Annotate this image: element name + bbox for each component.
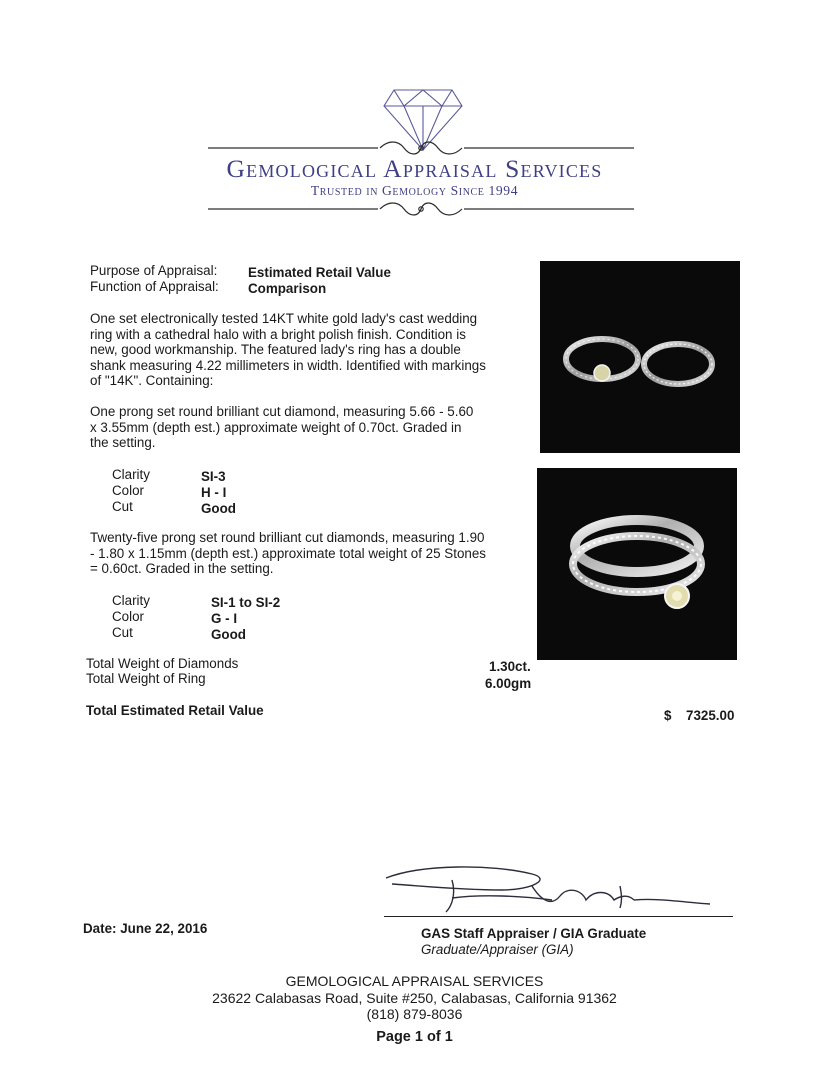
- grade-label: Clarity: [112, 467, 150, 482]
- company-tagline: Trusted in Gemology Since 1994: [310, 183, 519, 198]
- purpose-label: Purpose of Appraisal:: [90, 263, 218, 278]
- footer-address: 23622 Calabasas Road, Suite #250, Calabasas, California 91362: [212, 990, 617, 1006]
- grade-label: Clarity: [112, 593, 150, 608]
- footer-phone: (818) 879-8036: [366, 1006, 463, 1022]
- grade-value: SI-3: [201, 469, 226, 484]
- appraiser-title: GAS Staff Appraiser / GIA Graduate: [421, 926, 647, 941]
- grade-value: Good: [211, 627, 246, 642]
- grade-value: Good: [201, 501, 236, 516]
- grade-label: Cut: [112, 625, 133, 640]
- ring-set-photo-angle: [537, 468, 737, 660]
- function-value: Comparison: [248, 281, 327, 296]
- total-retail-value: 7325.00: [686, 708, 735, 723]
- grade-label: Color: [112, 609, 144, 624]
- center-stone-description: One prong set round brilliant cut diamond, measuring 5.66 - 5.60 x 3.55mm (depth est.) approximate weight of 0.70ct. Graded in the setting.: [90, 404, 474, 451]
- bottom-ornament: [208, 200, 634, 218]
- grade-value: G - I: [211, 611, 238, 626]
- grade-value: H - I: [201, 485, 227, 500]
- signature-image: [382, 860, 712, 920]
- grade-label: Cut: [112, 499, 133, 514]
- appraisal-date: Date: June 22, 2016: [83, 921, 208, 936]
- function-label: Function of Appraisal:: [90, 279, 219, 294]
- grade-value: SI-1 to SI-2: [211, 595, 281, 610]
- purpose-value: Estimated Retail Value: [248, 265, 391, 280]
- ring-set-photo-top: [540, 261, 740, 453]
- total-ring-label: Total Weight of Ring: [86, 671, 206, 686]
- footer-company: GEMOLOGICAL APPRAISAL SERVICES: [285, 973, 544, 989]
- grade-label: Color: [112, 483, 144, 498]
- appraiser-subtitle: Graduate/Appraiser (GIA): [421, 942, 574, 957]
- page-number: Page 1 of 1: [376, 1029, 453, 1045]
- signature-line: [384, 916, 733, 917]
- top-ornament: [208, 138, 634, 158]
- currency-symbol: $: [664, 708, 672, 723]
- total-retail-label: Total Estimated Retail Value: [86, 703, 264, 718]
- ring-description: One set electronically tested 14KT white gold lady's cast wedding ring with a cathedral halo with a bright polish finish. Condition is new, good workmanship. The featured lady's ring has a double shank measuring 4.22 millimeters in width. Identified with markings of "14K". Containing:: [90, 311, 486, 389]
- ring-set-angle-view-image: [537, 468, 737, 660]
- side-stones-description: Twenty-five prong set round brilliant cut diamonds, measuring 1.90 - 1.80 x 1.15mm (depth est.) approximate total weight of 25 Stones = 0.60ct. Graded in the setting.: [90, 530, 486, 577]
- total-diamonds-label: Total Weight of Diamonds: [86, 656, 239, 671]
- total-ring-value: 6.00gm: [485, 676, 532, 691]
- total-diamonds-value: 1.30ct.: [489, 659, 531, 674]
- ring-set-top-view-image: [540, 261, 740, 453]
- company-name: Gemological Appraisal Services: [226, 154, 603, 183]
